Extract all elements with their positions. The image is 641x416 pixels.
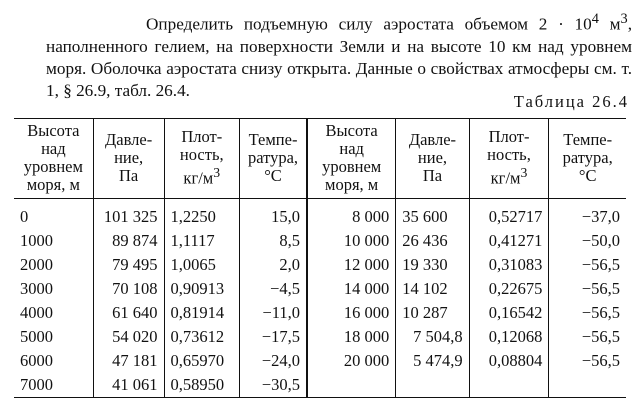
- atmosphere-table: [14, 118, 626, 398]
- cell-height: 16 000: [307, 301, 396, 325]
- cell-pressure: 41 061: [93, 373, 164, 398]
- cell-density: 0,31083: [469, 253, 549, 277]
- table-header-row: [14, 119, 626, 199]
- cell-height: 3000: [20, 279, 53, 298]
- cell-temperature: −17,5: [240, 325, 308, 349]
- header-height-2: Высота над уровнем моря, м: [307, 119, 396, 199]
- cell-pressure: [396, 373, 469, 398]
- cell-density: 0,16542: [469, 301, 549, 325]
- cell-density: 0,81914: [164, 301, 239, 325]
- cell-temperature: −50,0: [549, 229, 626, 253]
- cell-density: 1,1117: [164, 229, 239, 253]
- cell-density: 0,08804: [469, 349, 549, 373]
- cell-temperature: −37,0: [549, 199, 626, 230]
- cell-height: 10 000: [307, 229, 396, 253]
- cell-temperature: −56,5: [549, 325, 626, 349]
- cell-density: 0,41271: [469, 229, 549, 253]
- cell-temperature: −56,5: [549, 253, 626, 277]
- problem-part3: , наполненного гелием, на поверхности Земли и на высоте 10 км над уровнем моря. Оболочка аэростата снизу открыта. Данные о свойствах атмосферы см. т. 1, § 26.9, табл. 26.4.: [46, 14, 632, 100]
- cell-pressure: 19 330: [396, 253, 469, 277]
- cell-density: 0,90913: [164, 277, 239, 301]
- cell-pressure: 70 108: [93, 277, 164, 301]
- cell-temperature: −24,0: [240, 349, 308, 373]
- cell-density: 0,22675: [469, 277, 549, 301]
- table-row: [14, 277, 626, 301]
- header-temperature-2: Темпе- ратура, °C: [549, 119, 626, 199]
- header-temperature-1: Темпе- ратура, °C: [240, 119, 308, 199]
- cell-height: 14 000: [307, 277, 396, 301]
- cell-temperature: −56,5: [549, 349, 626, 373]
- cell-density: 0,12068: [469, 325, 549, 349]
- cell-temperature: 15,0: [240, 199, 308, 230]
- cell-pressure: 26 436: [396, 229, 469, 253]
- cell-temperature: −56,5: [549, 277, 626, 301]
- table-row: [14, 349, 626, 373]
- cell-pressure: 47 181: [93, 349, 164, 373]
- cell-height: 12 000: [307, 253, 396, 277]
- cell-temperature: [549, 373, 626, 398]
- cell-height: 0: [20, 207, 29, 226]
- cell-height: 2000: [20, 255, 53, 274]
- table-row: [14, 325, 626, 349]
- cell-density: 0,65970: [164, 349, 239, 373]
- cell-pressure: 89 874: [93, 229, 164, 253]
- cell-height: 4000: [20, 303, 53, 322]
- cell-pressure: 35 600: [396, 199, 469, 230]
- cell-density: 0,52717: [469, 199, 549, 230]
- cell-temperature: −30,5: [240, 373, 308, 398]
- cell-density: [469, 373, 549, 398]
- cell-height: [307, 373, 396, 398]
- table-row: [14, 373, 626, 398]
- cell-pressure: 61 640: [93, 301, 164, 325]
- problem-exponent-1: 4: [591, 11, 599, 27]
- cell-temperature: 8,5: [240, 229, 308, 253]
- cell-pressure: 7 504,8: [396, 325, 469, 349]
- cell-density: 1,2250: [164, 199, 239, 230]
- table-row: [14, 253, 626, 277]
- header-height-1: Высота над уровнем моря, м: [14, 119, 93, 199]
- header-density-2: Плот- ность, $кг/м^3$: [469, 119, 549, 199]
- cell-density: 0,73612: [164, 325, 239, 349]
- cell-pressure: 10 287: [396, 301, 469, 325]
- problem-exponent-2: 3: [620, 11, 628, 27]
- table-row: [14, 199, 626, 230]
- problem-part1: Определить подъемную силу аэростата объемом 2 · 10: [146, 14, 592, 34]
- cell-temperature: 2,0: [240, 253, 308, 277]
- problem-part2: м: [598, 14, 621, 34]
- cell-height: 20 000: [307, 349, 396, 373]
- cell-pressure: 5 474,9: [396, 349, 469, 373]
- cell-height: 6000: [20, 351, 53, 370]
- header-pressure-1: Давле- ние, Па: [93, 119, 164, 199]
- cell-temperature: −11,0: [240, 301, 308, 325]
- cell-density: 0,58950: [164, 373, 239, 398]
- cell-pressure: 54 020: [93, 325, 164, 349]
- cell-density: 1,0065: [164, 253, 239, 277]
- cell-temperature: −56,5: [549, 301, 626, 325]
- cell-pressure: 101 325: [93, 199, 164, 230]
- cell-temperature: −4,5: [240, 277, 308, 301]
- table-caption: Таблица 26.4: [513, 92, 629, 111]
- cell-pressure: 79 495: [93, 253, 164, 277]
- problem-text: [46, 8, 632, 102]
- cell-height: 7000: [14, 373, 93, 398]
- header-pressure-2: Давле- ние, Па: [396, 119, 469, 199]
- header-density-1: Плот- ность, $кг/м^3$: [164, 119, 239, 199]
- cell-height: 18 000: [307, 325, 396, 349]
- cell-height: 8 000: [307, 199, 396, 230]
- cell-pressure: 14 102: [396, 277, 469, 301]
- cell-height: 1000: [20, 231, 53, 250]
- table-row: [14, 301, 626, 325]
- table-row: [14, 229, 626, 253]
- cell-height: 5000: [20, 327, 53, 346]
